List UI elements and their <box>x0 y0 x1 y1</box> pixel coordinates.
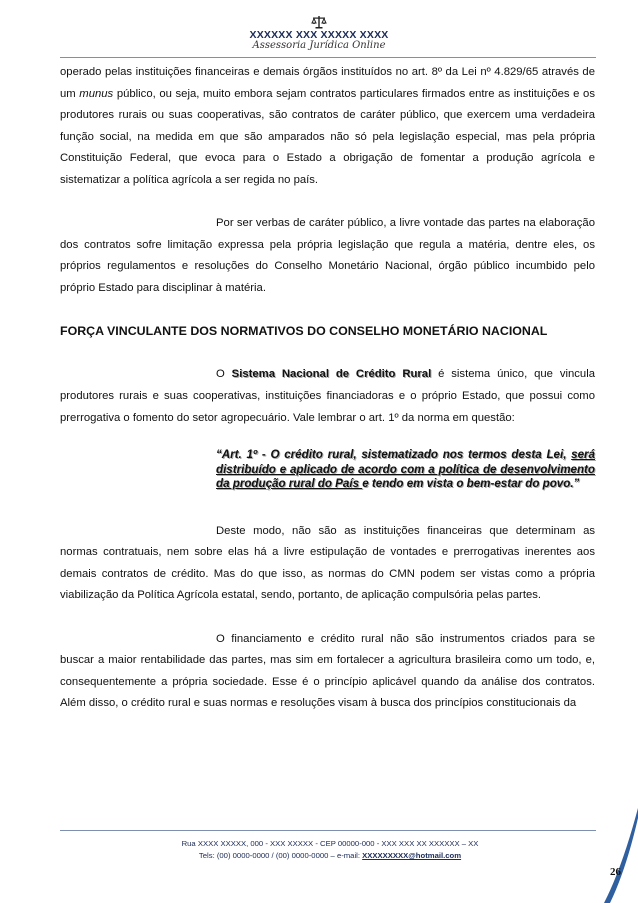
header-divider <box>60 57 596 58</box>
quote-part-c: e tendo em vista o bem-estar do povo.” <box>362 477 580 491</box>
footer-phones: Tels: (00) 0000-0000 / (00) 0000-0000 – e-mail: <box>198 851 363 860</box>
quote-part-a: “Art. 1º - O crédito rural, sistematizado nos termos desta Lei, <box>216 448 572 462</box>
firm-name: XXXXXX XXX XXXXX XXXX <box>249 29 389 41</box>
quote-part-b: será distribuído e aplicado de acordo com a política de desenvolvimento da produção rural do País <box>216 448 595 491</box>
paragraph-2: Por ser verbas de caráter público, a livre vontade das partes na elaboração dos contratos sofre limitação expressa pela própria legislação que regula a matéria, dentre eles, os próprios regulamentos e resoluções do Conselho Monetário Nacional, órgão público incumbido pelo próprio Estado para disciplinar à matéria. <box>60 217 595 294</box>
paragraph-5: O financiamento e crédito rural não são instrumentos criados para se buscar a maior rentabilidade das partes, mas sim em fortalecer a agricultura brasileira como um todo, e, consequentemente a própria sociedade. Esse é o princípio aplicável quando da análise dos contratos. Além disso, o crédito rural e suas normas e resoluções visam à busca dos princípios constitucionais da <box>60 632 595 710</box>
paragraph-3 <box>60 364 595 429</box>
section-heading: FORÇA VINCULANTE DOS NORMATIVOS DO CONSELHO MONETÁRIO NACIONAL <box>60 324 548 339</box>
paragraph-1 <box>60 62 595 192</box>
footer-address: Rua XXXX XXXXX, 000 - XXX XXXXX - CEP 00000-000 - XXX XXX XX XXXXXX – XX <box>181 839 479 848</box>
footer-email: XXXXXXXXX@hotmail.com <box>362 851 462 860</box>
paragraph-1-text-a: operado pelas instituições financeiras e demais órgãos instituídos no art. 8º da Lei nº 4.829/65 através de um <box>60 66 595 100</box>
paragraph-3-text-b: é sistema único, que vincula produtores rurais e suas cooperativas, instituições financiadoras e o próprio Estado, que possui como prerrogativa o fomento do setor agropecuário. Vale lembrar o art. 1º da norma em questão: <box>60 368 595 424</box>
paragraph-1-emphasis: munus <box>79 87 114 100</box>
firm-subtitle: Assessoria Jurídica Online <box>252 40 386 51</box>
footer-contact <box>100 851 560 860</box>
document-body <box>60 62 595 715</box>
paragraph-4: Deste modo, não são as instituições financeiras que determinam as normas contratuais, nem sobre elas há a livre estipulação de vontades e prerrogativas inerentes aos demais contratos de crédito. Mas do que isso, as normas do CMN podem ser vistas como a própria viabilização da Política Agrícola estatal, sendo, portanto, de aplicação compulsória pelas partes. <box>60 524 595 602</box>
paragraph-3-text-a: O <box>216 368 232 381</box>
page-corner-decoration <box>604 808 638 903</box>
paragraph-3-bold: Sistema Nacional de Crédito Rural <box>231 368 432 381</box>
legal-quote <box>216 448 595 492</box>
scales-of-justice-icon <box>311 15 327 29</box>
footer-divider <box>60 830 596 831</box>
paragraph-1-text-b: público, ou seja, muito embora sejam contratos particulares firmados entre as instituições e os produtores rurais ou suas cooperativas, são contratos de caráter público, que exercem uma verdadeira função social, na medida em que são amparados não só pela legislação especial, mas pela própria Constituição Federal, que evoca para o Estado a obrigação de fomentar a produção agrícola e sistematizar a política agrícola a ser regida no país. <box>60 87 595 186</box>
page-number: 26 <box>610 866 621 878</box>
